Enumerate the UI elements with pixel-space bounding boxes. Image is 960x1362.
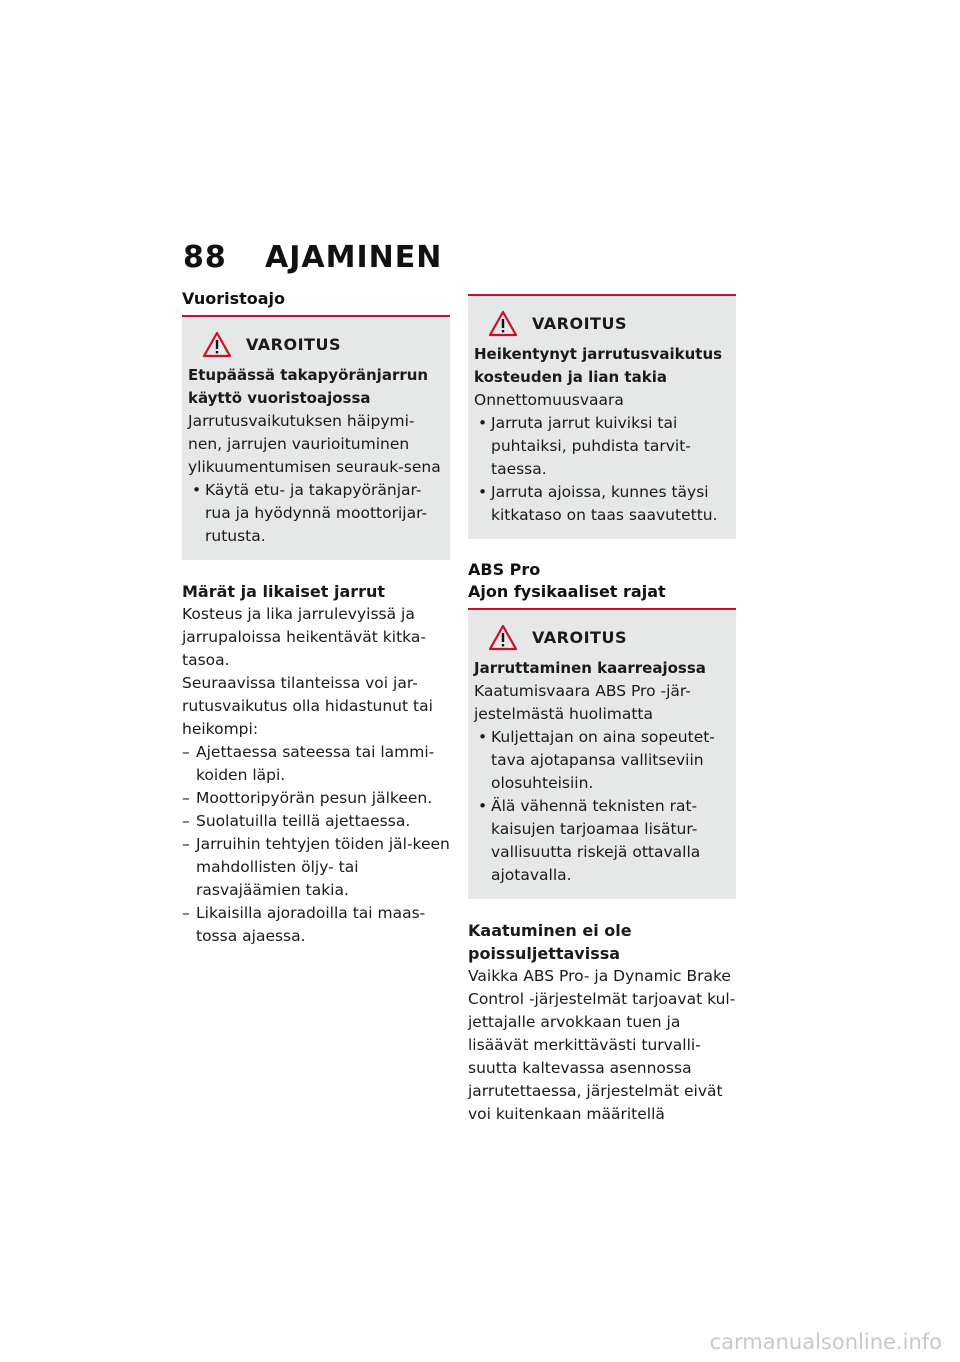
warning-title: Heikentynyt jarrutusvaikutus kosteuden ja lian takia: [474, 345, 723, 386]
warning-box: [468, 608, 736, 899]
chapter-title: AJAMINEN: [265, 240, 443, 275]
list-item: • Kuljettajan on aina sopeutet-tava ajotapansa vallitseviin olosuhteisiin.: [478, 728, 715, 792]
warning-bullet-list: [474, 412, 730, 527]
list-item: – Moottoripyörän pesun jälkeen.: [182, 789, 433, 807]
list-item: – Suolatuilla teillä ajettaessa.: [182, 812, 411, 830]
section-title-vuoristoajo: Vuoristoajo: [182, 289, 286, 308]
paragraph: Kosteus ja lika jarrulevyissä ja jarrupaloissa heikentävät kitka-tasoa.: [182, 605, 426, 669]
warning-label: VAROITUS: [246, 335, 341, 354]
warning-label: VAROITUS: [532, 628, 627, 647]
warning-triangle-icon: [488, 624, 518, 651]
page-header: [183, 240, 442, 275]
warning-bullet-list: [474, 726, 730, 887]
warning-description: Onnettomuusvaara: [474, 391, 624, 409]
right-column: [468, 294, 736, 1126]
section-title-abs-pro: ABS Pro Ajon fysikaaliset rajat: [468, 560, 666, 601]
warning-header: [474, 310, 730, 337]
warning-bullet-list: [188, 479, 444, 548]
warning-description: Kaatumisvaara ABS Pro -jär-jestelmästä huolimatta: [474, 682, 691, 723]
warning-title: Jarruttaminen kaarreajossa: [474, 659, 706, 677]
warning-label: VAROITUS: [532, 314, 627, 333]
page-number: 88: [183, 240, 227, 275]
dash-list: [182, 741, 450, 948]
list-item: – Jarruihin tehtyjen töiden jäl-keen mahdollisten öljy- tai rasvajäämien takia.: [182, 835, 450, 899]
warning-triangle-icon: [488, 310, 518, 337]
warning-description: Jarrutusvaikutuksen häipymi-nen, jarrujen vaurioituminen ylikuumentumisen seurauk-sena: [188, 412, 441, 476]
warning-triangle-icon: [202, 331, 232, 358]
warning-title: Etupäässä takapyöränjarrun käyttö vuoristoajossa: [188, 366, 429, 407]
list-item: – Ajettaessa sateessa tai lammi-koiden läpi.: [182, 743, 435, 784]
warning-header: [474, 624, 730, 651]
left-column: [182, 288, 450, 948]
list-item: • Jarruta ajoissa, kunnes täysi kitkataso on taas saavutettu.: [478, 483, 718, 524]
subheading-tipping: Kaatuminen ei ole poissuljettavissa: [468, 921, 632, 963]
list-item: • Käytä etu- ja takapyöränjar-rua ja hyödynnä moottorijar-rutusta.: [192, 481, 428, 545]
paragraph: Vaikka ABS Pro- ja Dynamic Brake Control -järjestelmät tarjoavat kul-jettajalle arvokkaan tuen ja lisäävät merkittävästi turvalli-suutta kaltevassa asennossa jarrutettaessa, järjestelmät eivät voi kuitenkaan määritellä: [468, 967, 736, 1123]
list-item: – Likaisilla ajoradoilla tai maas-tossa ajaessa.: [182, 904, 426, 945]
warning-box: [468, 294, 736, 539]
watermark: carmanualsonline.info: [709, 1330, 942, 1354]
paragraph: Seuraavissa tilanteissa voi jar-rutusvaikutus olla hidastunut tai heikompi:: [182, 674, 433, 738]
subheading-wet-brakes: Märät ja likaiset jarrut: [182, 582, 386, 601]
list-item: • Jarruta jarrut kuiviksi tai puhtaiksi, puhdista tarvit-taessa.: [478, 414, 691, 478]
list-item: • Älä vähennä teknisten rat-kaisujen tarjoamaa lisätur-vallisuutta riskejä ottavalla ajotavalla.: [478, 797, 701, 884]
warning-header: [188, 331, 444, 358]
warning-box: [182, 315, 450, 560]
